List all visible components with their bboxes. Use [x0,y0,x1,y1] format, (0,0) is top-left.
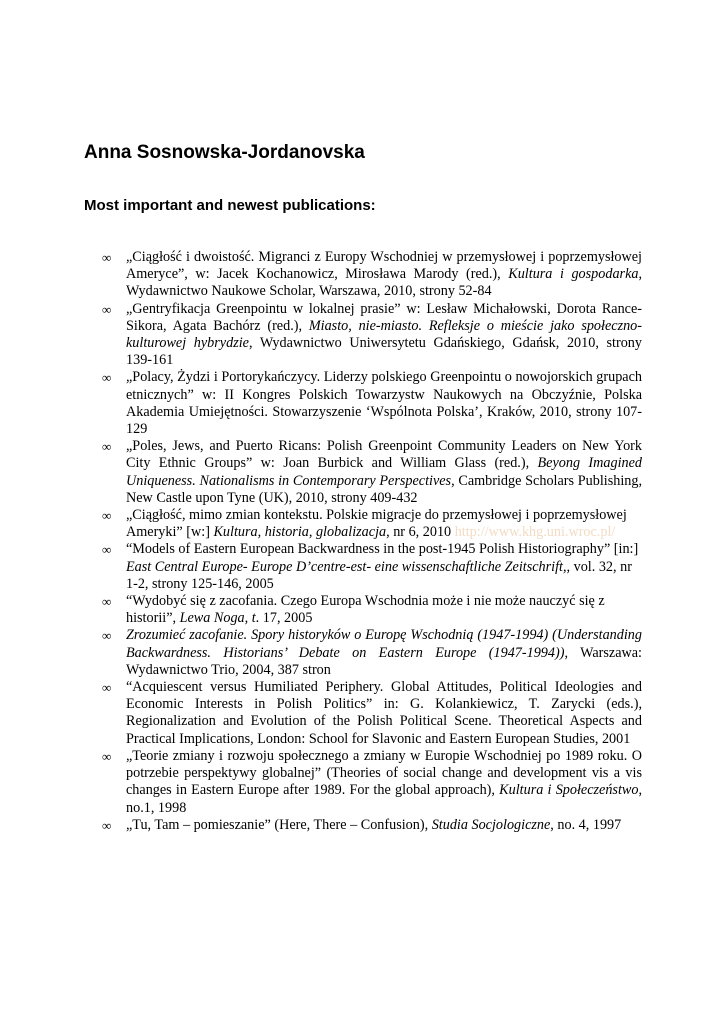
infinity-bullet-icon: ∞ [102,594,112,610]
journal-link[interactable]: http://www.khg.uni.wroc.pl/ [454,524,616,541]
publication-item: ∞ „Teorie zmiany i rozwoju społecznego a zmiany w Europie Wschodniej po 1989 roku. O potrzebie perspektywy globalnej” (Theories of social change and development vis a vis changes in Eastern Europe after 1989. For the global approach), Kultura i Społeczeństwo, no.1, 1998 [102,747,642,816]
section-title: Most important and newest publications: [84,197,376,214]
infinity-bullet-icon: ∞ [102,748,112,764]
publication-list [102,249,642,834]
infinity-bullet-icon: ∞ [102,250,112,265]
publication-item: ∞ Zrozumieć zacofanie. Spory historyków o Europę Wschodnią (1947-1994) (Understanding Backwardness. Historians’ Debate on Eastern Europe (1947-1994)), Warszawa: Wydawnictwo Trio, 2004, 387 stron [102,627,642,678]
infinity-bullet-icon: ∞ [102,817,112,833]
infinity-bullet-icon: ∞ [102,628,112,644]
infinity-bullet-icon: ∞ [102,301,112,317]
publication-item: ∞ „Tu, Tam – pomieszanie” (Here, There – Confusion), Studia Socjologiczne, no. 4, 1997 [102,816,622,833]
publication-item: ∞ “Models of Eastern European Backwardness in the post-1945 Polish Historiography” [in:] East Central Europe- Europe D’centre-est- eine wissenschaftliche Zeitschrift,, vol. 32, nr 1-2, strony 125-146, 2005 [102,541,639,592]
infinity-bullet-icon: ∞ [102,370,112,386]
author-name: Anna Sosnowska-Jordanovska [84,142,365,163]
publication-item: ∞ „Polacy, Żydzi i Portorykańczycy. Liderzy polskiego Greenpointu o nowojorskich grupach etnicznych” w: II Kongres Polskich Towarzystw Naukowych na Obczyźnie, Polska Akademia Umiejętności. Stowarzyszenie ‘Wspólnota Polska’, Kraków, 2010, strony 107-129 [102,369,642,438]
infinity-bullet-icon: ∞ [102,439,112,455]
infinity-bullet-icon: ∞ [102,508,112,524]
publication-item: ∞ “Wydobyć się z zacofania. Czego Europa Wschodnia może i nie może nauczyć się z historii”, Lewa Noga, t. 17, 2005 [102,593,605,627]
infinity-bullet-icon: ∞ [102,680,112,696]
publication-item: ∞ „Gentryfikacja Greenpointu w lokalnej prasie” w: Lesław Michałowski, Dorota Rance-Sikora, Agata Bachórz (red.), Miasto, nie-miasto. Refleksje o mieście jako społeczno-kulturowej hybrydzie, Wydawnictwo Uniwersytetu Gdańskiego, Gdańsk, 2010, strony 139-161 [102,300,642,369]
publication-item: ∞ “Acquiescent versus Humiliated Periphery. Global Attitudes, Political Ideologies and Economic Interests in Polish Politics” in: G. Kolankiewicz, T. Zarycki (eds.), Regionalization and Evolution of the Polish Political Scene. Theoretical Aspects and Practical Implications, London: School for Slavonic and Eastern European Studies, 2001 [102,679,642,747]
infinity-bullet-icon: ∞ [102,542,112,558]
publication-item: ∞ „Poles, Jews, and Puerto Ricans: Polish Greenpoint Community Leaders on New York City Ethnic Groups” w: Joan Burbick and William Glass (red.), Beyong Imagined Uniqueness. Nationalisms in Contemporary Perspectives, Cambridge Scholars Publishing, New Castle upon Tyne (UK), 2010, strony 409-432 [102,438,643,506]
publication-item: ∞ „Ciągłość, mimo zmian kontekstu. Polskie migracje do przemysłowej i poprzemysłowej Ameryki” [w:] Kultura, historia, globalizacja, nr 6, 2010 http://www.khg.uni.wroc.pl/ [102,507,627,541]
publication-item: ∞ „Ciągłość i dwoistość. Migranci z Europy Wschodniej w przemysłowej i poprzemysłowej Ameryce”, w: Jacek Kochanowicz, Mirosława Marody (red.), Kultura i gospodarka, Wydawnictwo Naukowe Scholar, Warszawa, 2010, strony 52-84 [102,249,643,300]
